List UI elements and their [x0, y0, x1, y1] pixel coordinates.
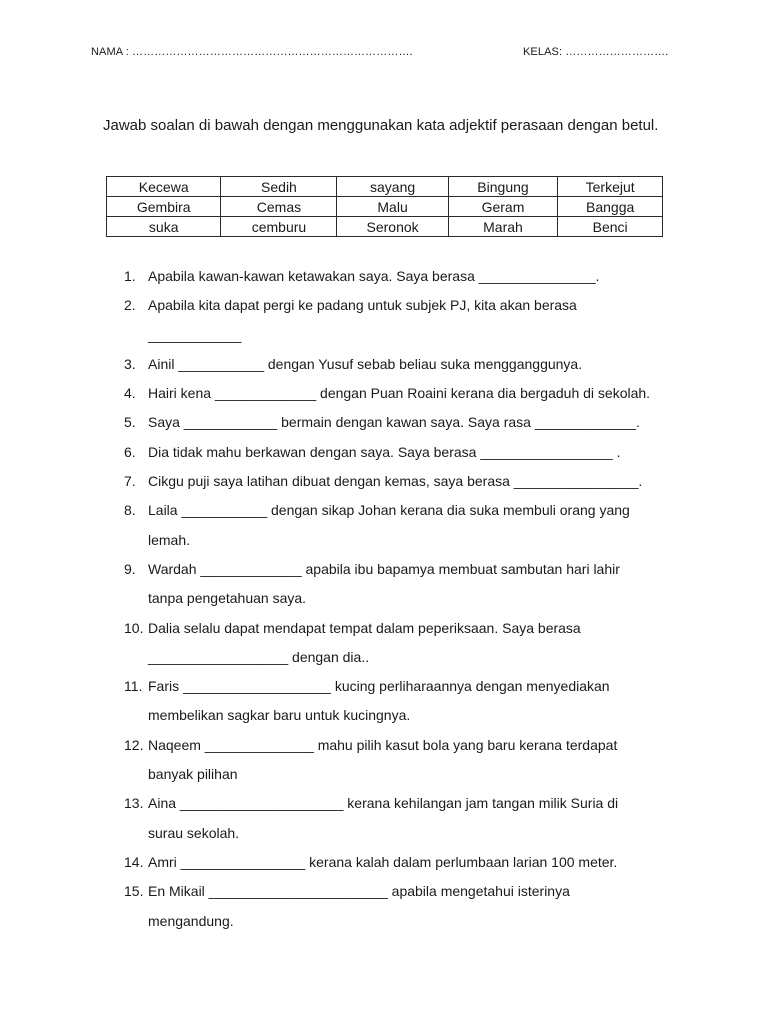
question-text-continued: banyak pilihan	[148, 766, 238, 783]
word-table-cell: Bingung	[448, 177, 558, 197]
question-text: Wardah _____________ apabila ibu bapamya membuat sambutan hari lahir	[148, 560, 620, 577]
question-text: Naqeem ______________ mahu pilih kasut bola yang baru kerana terdapat	[148, 736, 618, 753]
question-number: 15.	[124, 883, 144, 900]
question-text: En Mikail _______________________ apabila mengetahui isterinya	[148, 883, 570, 900]
name-field-label: NAMA : ………………………………………………………………….	[91, 46, 413, 58]
question-text-continued: surau sekolah.	[148, 824, 240, 841]
question-text: Ainil ___________ dengan Yusuf sebab beliau suka mengganggunya.	[148, 355, 583, 372]
question-number: 12.	[124, 736, 144, 753]
question-list	[124, 262, 684, 936]
question-item	[124, 731, 684, 790]
question-item	[124, 408, 684, 437]
question-text: Dia tidak mahu berkawan dengan saya. Saya berasa _________________ .	[148, 443, 621, 460]
word-table-cell: Sedih	[221, 177, 337, 197]
word-table-cell: Bangga	[558, 197, 663, 217]
word-table-cell: sayang	[337, 177, 448, 197]
question-item	[124, 438, 684, 467]
question-text: Faris ___________________ kucing perliharaannya dengan menyediakan	[148, 678, 610, 695]
question-number: 8.	[124, 502, 136, 519]
question-text: Aina _____________________ kerana kehilangan jam tangan milik Suria di	[148, 795, 619, 812]
question-text: Laila ___________ dengan sikap Johan kerana dia suka membuli orang yang	[148, 502, 630, 519]
class-field-label: KELAS: ……………………….	[523, 46, 669, 58]
word-table-cell: Gembira	[107, 197, 221, 217]
word-table-row	[107, 197, 663, 217]
question-text-continued: __________________ dengan dia..	[148, 648, 370, 665]
question-text-continued: lemah.	[148, 531, 191, 548]
question-number: 1.	[124, 268, 136, 284]
word-table-cell: Geram	[448, 197, 558, 217]
word-table-cell: Kecewa	[107, 177, 221, 197]
question-number: 13.	[124, 795, 144, 812]
question-text: Apabila kita dapat pergi ke padang untuk subjek PJ, kita akan berasa	[148, 297, 577, 314]
question-number: 14.	[124, 853, 144, 870]
word-table-cell: Terkejut	[558, 177, 663, 197]
question-item	[124, 379, 684, 408]
word-table-cell: suka	[107, 217, 221, 237]
question-number: 11.	[124, 678, 143, 695]
question-text-continued: mengandung.	[148, 912, 234, 929]
question-text: Amri ________________ kerana kalah dalam perlumbaan larian 100 meter.	[148, 853, 618, 870]
question-item	[124, 467, 684, 496]
question-text-continued: ____________	[148, 326, 242, 343]
question-item	[124, 614, 684, 673]
word-table-cell: Benci	[558, 217, 663, 237]
question-text: Cikgu puji saya latihan dibuat dengan kemas, saya berasa ________________.	[148, 473, 643, 490]
question-text: Hairi kena _____________ dengan Puan Roaini kerana dia bergaduh di sekolah.	[148, 385, 651, 402]
question-number: 4.	[124, 385, 136, 402]
question-number: 7.	[124, 473, 136, 490]
question-text-continued: tanpa pengetahuan saya.	[148, 590, 307, 607]
instruction-text: Jawab soalan di bawah dengan menggunakan kata adjektif perasaan dengan betul.	[103, 117, 659, 134]
question-item	[124, 350, 684, 379]
question-text: Dalia selalu dapat mendapat tempat dalam peperiksaan. Saya berasa	[148, 619, 581, 636]
word-table-cell: Malu	[337, 197, 448, 217]
question-text-continued: membelikan sagkar baru untuk kucingnya.	[148, 707, 411, 724]
word-table-row	[107, 177, 663, 197]
word-table-cell: Seronok	[337, 217, 448, 237]
question-number: 5.	[124, 414, 136, 431]
question-item	[124, 877, 684, 936]
question-number: 3.	[124, 355, 136, 372]
question-item	[124, 262, 684, 291]
question-number: 6.	[124, 443, 136, 460]
question-number: 9.	[124, 560, 136, 577]
question-item	[124, 496, 684, 555]
question-item	[124, 848, 684, 877]
word-table-cell: Cemas	[221, 197, 337, 217]
question-number: 2.	[124, 297, 136, 314]
question-number: 10.	[124, 619, 144, 636]
word-table-row	[107, 217, 663, 237]
question-item	[124, 555, 684, 614]
word-table-cell: cemburu	[221, 217, 337, 237]
question-item	[124, 291, 684, 350]
word-table-cell: Marah	[448, 217, 558, 237]
adjective-word-table	[106, 176, 663, 237]
question-item	[124, 672, 684, 731]
question-text: Saya ____________ bermain dengan kawan saya. Saya rasa _____________.	[148, 414, 640, 431]
question-text: Apabila kawan-kawan ketawakan saya. Saya berasa _______________.	[148, 268, 600, 284]
question-item	[124, 789, 684, 848]
